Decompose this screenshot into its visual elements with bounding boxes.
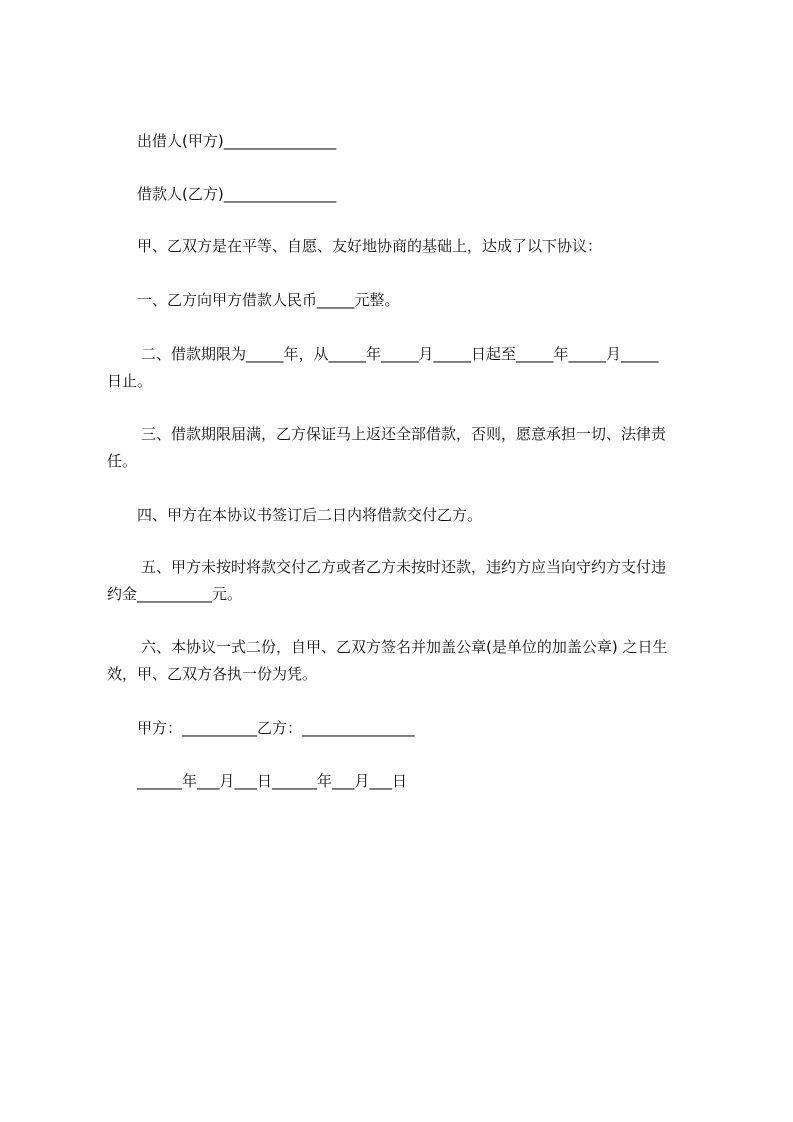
clause-5-line-1: 五、甲方未按时将款交付乙方或者乙方未按时还款，违约方应当向守约方支付违 [141, 558, 667, 576]
clause-6-line-2: 效，甲、乙双方各执一份为凭。 [107, 665, 318, 683]
clause-4: 四、甲方在本协议书签订后二日内将借款交付乙方。 [137, 506, 483, 524]
clause-3-line-2: 任。 [107, 452, 138, 470]
clause-2-line-1: 二、借款期限为_____年，从_____年_____月_____日起至_____年_____月_____ [141, 345, 659, 363]
clause-1: 一、乙方向甲方借款人民币_____元整。 [137, 291, 400, 309]
clause-6-line-1: 六、本协议一式二份，自甲、乙双方签名并加盖公章(是单位的加盖公章) 之日生 [141, 638, 668, 656]
clause-2-line-2: 日止。 [107, 372, 153, 390]
lender-line: 出借人(甲方)_______________ [137, 132, 337, 150]
clause-5-line-2: 约金__________元。 [107, 585, 243, 603]
signature-line: 甲方：__________乙方：_______________ [137, 719, 415, 737]
intro-paragraph: 甲、乙双方是在平等、自愿、友好地协商的基础上，达成了以下协议： [137, 237, 603, 255]
date-line: ______年___月___日______年___月___日 [137, 772, 408, 790]
clause-3-line-1: 三、借款期限届满，乙方保证马上返还全部借款，否则，愿意承担一切、法律责 [141, 425, 667, 443]
borrower-line: 借款人(乙方)_______________ [137, 185, 337, 203]
